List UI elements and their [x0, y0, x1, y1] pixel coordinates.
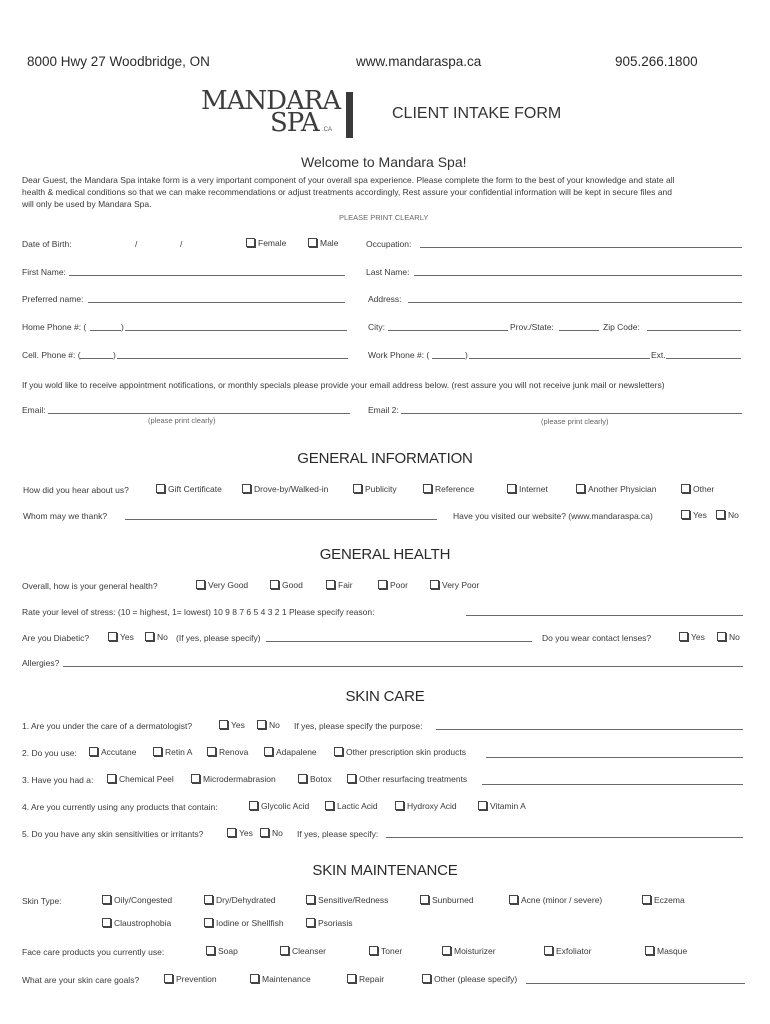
visited-no[interactable]: No	[716, 510, 739, 520]
work-phone-area-field[interactable]	[432, 358, 465, 359]
checkbox[interactable]	[260, 828, 269, 837]
goal-repair[interactable]: Repair	[347, 974, 384, 984]
home-phone-area-field[interactable]	[90, 330, 121, 331]
product-toner[interactable]: Toner	[369, 946, 402, 956]
general-information-heading: GENERAL INFORMATION	[297, 450, 473, 467]
hear-reference[interactable]: Reference	[423, 484, 474, 494]
q1-no[interactable]: No	[257, 720, 280, 730]
whom-thank-label: Whom may we thank?	[23, 511, 108, 521]
had-other-resurfacing[interactable]: Other resurfacing treatments	[347, 774, 467, 784]
zip-field[interactable]	[647, 330, 741, 331]
work-phone-label: Work Phone #: (	[368, 350, 430, 360]
q5-no[interactable]: No	[260, 828, 283, 838]
address-label: Address:	[368, 294, 402, 304]
intro-line-3: will only be used by Mandara Spa.	[22, 199, 152, 209]
checkbox[interactable]	[108, 632, 117, 641]
checkbox[interactable]	[280, 946, 289, 955]
hear-gift-certificate[interactable]: Gift Certificate	[156, 484, 222, 494]
had-botox[interactable]: Botox	[298, 774, 332, 784]
checkbox[interactable]	[326, 580, 335, 589]
checkbox[interactable]	[249, 801, 258, 810]
use-adapalene[interactable]: Adapalene	[264, 747, 317, 757]
logo-divider	[346, 92, 353, 138]
goal-maintenance[interactable]: Maintenance	[250, 974, 311, 984]
checkbox[interactable]	[681, 510, 690, 519]
dob-label: Date of Birth:	[22, 239, 72, 249]
type-iodine[interactable]: Iodine or Shellfish	[204, 918, 284, 928]
goals-label: What are your skin care goals?	[22, 975, 140, 985]
spa-website[interactable]: www.mandaraspa.ca	[356, 54, 482, 69]
skin-type-label: Skin Type:	[22, 896, 62, 906]
checkbox[interactable]	[89, 747, 98, 756]
checkbox[interactable]	[204, 895, 213, 904]
checkbox[interactable]	[257, 720, 266, 729]
health-fair[interactable]: Fair	[326, 580, 353, 590]
male-option[interactable]: Male	[308, 238, 338, 248]
face-products-label: Face care products you currently use:	[22, 947, 165, 957]
cell-phone-area-field[interactable]	[80, 358, 113, 359]
logo-line1: MANDARA	[201, 86, 341, 116]
checkbox[interactable]	[395, 801, 404, 810]
health-good[interactable]: Good	[270, 580, 303, 590]
q1-purpose-label: If yes, please specify the purpose:	[294, 721, 423, 731]
ext-label: Ext.	[651, 350, 666, 360]
checkbox[interactable]	[196, 580, 205, 589]
logo-line2: SPA	[270, 108, 319, 138]
q5-yes[interactable]: Yes	[227, 828, 253, 838]
checkbox[interactable]	[250, 974, 259, 983]
stress-label: Rate your level of stress: (10 = highest, 1= lowest) 10 9 8 7 6 5 4 3 2 1 Please specify reason:	[22, 607, 375, 617]
checkbox[interactable]	[191, 774, 200, 783]
checkbox[interactable]	[717, 632, 726, 641]
product-cleanser[interactable]: Cleanser	[280, 946, 326, 956]
checkbox[interactable]	[242, 484, 251, 493]
skin-care-heading: SKIN CARE	[345, 688, 425, 705]
hear-drove-by[interactable]: Drove-by/Walked-in	[242, 484, 328, 494]
logo-suffix: .CA	[322, 127, 333, 133]
first-name-field[interactable]	[69, 275, 345, 276]
checkbox[interactable]	[369, 946, 378, 955]
checkbox[interactable]	[145, 632, 154, 641]
contain-hydroxy[interactable]: Hydroxy Acid	[395, 801, 457, 811]
checkbox[interactable]	[679, 632, 688, 641]
diabetic-label: Are you Diabetic?	[22, 633, 90, 643]
checkbox[interactable]	[325, 801, 334, 810]
form-title: CLIENT INTAKE FORM	[392, 105, 562, 122]
prov-label: Prov./State:	[510, 322, 554, 332]
checkbox[interactable]	[156, 484, 165, 493]
checkbox[interactable]	[544, 946, 553, 955]
checkbox[interactable]	[576, 484, 585, 493]
checkbox[interactable]	[716, 510, 725, 519]
occupation-field[interactable]	[420, 247, 742, 248]
product-exfoliator[interactable]: Exfoliator	[544, 946, 591, 956]
goal-prevention[interactable]: Prevention	[164, 974, 217, 984]
email2-label: Email 2:	[368, 405, 399, 415]
last-name-field[interactable]	[414, 275, 742, 276]
last-name-label: Last Name:	[366, 267, 410, 277]
hear-other[interactable]: Other	[681, 484, 714, 494]
intro-line-1: Dear Guest, the Mandara Spa intake form is a very important component of your overall spa experience. Please complete the form to the best of your knowledge and state all	[22, 175, 675, 185]
spa-phone: 905.266.1800	[615, 54, 698, 69]
q1-yes[interactable]: Yes	[219, 720, 245, 730]
female-checkbox[interactable]	[246, 238, 255, 247]
diabetic-no[interactable]: No	[145, 632, 168, 642]
home-phone-field[interactable]	[125, 330, 347, 331]
print-clearly-note: PLEASE PRINT CLEARLY	[339, 213, 429, 222]
first-name-label: First Name:	[22, 267, 66, 277]
welcome-heading: Welcome to Mandara Spa!	[301, 154, 467, 170]
q2-other-field[interactable]	[486, 757, 743, 758]
checkbox[interactable]	[270, 580, 279, 589]
checkbox[interactable]	[153, 747, 162, 756]
address-field[interactable]	[408, 302, 742, 303]
checkbox[interactable]	[347, 974, 356, 983]
checkbox[interactable]	[227, 828, 236, 837]
checkbox[interactable]	[422, 974, 431, 983]
home-phone-label: Home Phone #: (	[22, 322, 87, 332]
checkbox[interactable]	[420, 895, 429, 904]
cell-phone-label: Cell. Phone #: (	[22, 350, 81, 360]
hear-another-physician[interactable]: Another Physician	[576, 484, 657, 494]
cell-phone-field[interactable]	[117, 358, 348, 359]
checkbox[interactable]	[347, 774, 356, 783]
use-retin-a[interactable]: Retin A	[153, 747, 192, 757]
type-eczema[interactable]: Eczema	[642, 895, 685, 905]
use-other-prescription[interactable]: Other prescription skin products	[334, 747, 466, 757]
checkbox[interactable]	[423, 484, 432, 493]
had-microdermabrasion[interactable]: Microdermabrasion	[191, 774, 276, 784]
work-phone-field[interactable]	[469, 358, 650, 359]
type-sunburned[interactable]: Sunburned	[420, 895, 474, 905]
q1-label: 1. Are you under the care of a dermatologist?	[22, 721, 193, 731]
whom-thank-field[interactable]	[125, 519, 437, 520]
checkbox[interactable]	[164, 974, 173, 983]
health-very-good[interactable]: Very Good	[196, 580, 248, 590]
ext-field[interactable]	[666, 358, 741, 359]
email-note: If you wold like to receive appointment notifications, or monthly specials please provide your email address below. (rest assure you will not receive junk mail or newsletters)	[22, 380, 665, 390]
diabetic-yes[interactable]: Yes	[108, 632, 134, 642]
allergies-label: Allergies?	[22, 658, 60, 668]
checkbox[interactable]	[207, 747, 216, 756]
prov-field[interactable]	[559, 330, 599, 331]
checkbox[interactable]	[306, 918, 315, 927]
checkbox[interactable]	[206, 946, 215, 955]
q2-label: 2. Do you use:	[22, 748, 77, 758]
checkbox[interactable]	[430, 580, 439, 589]
type-dry[interactable]: Dry/Dehydrated	[204, 895, 276, 905]
q5-specify-label: If yes, please specify:	[297, 829, 379, 839]
stress-reason-field[interactable]	[466, 615, 743, 616]
use-renova[interactable]: Renova	[207, 747, 248, 757]
checkbox[interactable]	[378, 580, 387, 589]
checkbox[interactable]	[306, 895, 315, 904]
contain-vitamin-a[interactable]: Vitamin A	[478, 801, 526, 811]
checkbox[interactable]	[107, 774, 116, 783]
checkbox[interactable]	[645, 946, 654, 955]
checkbox[interactable]	[478, 801, 487, 810]
goal-other[interactable]: Other (please specify)	[422, 974, 517, 984]
q5-specify-field[interactable]	[386, 837, 743, 838]
how-hear-label: How did you hear about us?	[23, 485, 129, 495]
diabetic-specify-field[interactable]	[266, 641, 532, 642]
use-accutane[interactable]: Accutane	[89, 747, 136, 757]
visited-website-label: Have you visited our website? (www.mandaraspa.ca)	[453, 511, 653, 521]
product-moisturizer[interactable]: Moisturizer	[442, 946, 496, 956]
contacts-no[interactable]: No	[717, 632, 740, 642]
visited-yes[interactable]: Yes	[681, 510, 707, 520]
type-acne[interactable]: Acne (minor / severe)	[509, 895, 602, 905]
checkbox[interactable]	[353, 484, 362, 493]
contain-glycolic[interactable]: Glycolic Acid	[249, 801, 309, 811]
checkbox[interactable]	[102, 918, 111, 927]
q3-other-field[interactable]	[482, 784, 743, 785]
contain-lactic[interactable]: Lactic Acid	[325, 801, 378, 811]
contacts-label: Do you wear contact lenses?	[542, 633, 652, 643]
health-very-poor[interactable]: Very Poor	[430, 580, 479, 590]
spa-address: 8000 Hwy 27 Woodbridge, ON	[27, 54, 210, 69]
product-masque[interactable]: Masque	[645, 946, 687, 956]
q5-label: 5. Do you have any skin sensitivities or irritants?	[22, 829, 204, 839]
cell-phone-paren: )	[113, 350, 116, 360]
city-label: City:	[368, 322, 385, 332]
type-psoriasis[interactable]: Psoriasis	[306, 918, 352, 928]
type-sensitive[interactable]: Sensitive/Redness	[306, 895, 388, 905]
checkbox[interactable]	[219, 720, 228, 729]
checkbox[interactable]	[102, 895, 111, 904]
checkbox[interactable]	[204, 918, 213, 927]
type-claustrophobia[interactable]: Claustrophobia	[102, 918, 171, 928]
allergies-field[interactable]	[63, 666, 743, 667]
diabetic-if-yes-label: (If yes, please specify)	[176, 633, 261, 643]
email-label: Email:	[22, 405, 46, 415]
email2-field[interactable]	[401, 413, 742, 414]
preferred-name-label: Preferred name:	[22, 294, 84, 304]
email2-print-note: (please print clearly)	[541, 417, 609, 426]
q3-label: 3. Have you had a:	[22, 775, 94, 785]
intro-line-2: health & medical conditions so that we can make recommendations or adjust treatments accordingly, Rest assure your confidential information will be kept in secure files and	[22, 187, 672, 197]
city-field[interactable]	[388, 330, 508, 331]
q1-purpose-field[interactable]	[436, 729, 743, 730]
hear-internet[interactable]: Internet	[507, 484, 548, 494]
checkbox[interactable]	[334, 747, 343, 756]
preferred-name-field[interactable]	[88, 302, 345, 303]
female-option[interactable]: Female	[246, 238, 286, 248]
general-health-heading: GENERAL HEALTH	[319, 546, 451, 563]
checkbox[interactable]	[509, 895, 518, 904]
skin-maintenance-heading: SKIN MAINTENANCE	[312, 862, 458, 879]
occupation-label: Occupation:	[366, 239, 412, 249]
zip-label: Zip Code:	[603, 322, 640, 332]
dob-slash-2: /	[180, 239, 183, 249]
home-phone-paren: )	[121, 322, 124, 332]
checkbox[interactable]	[681, 484, 690, 493]
dob-slash-1: /	[135, 239, 138, 249]
checkbox[interactable]	[442, 946, 451, 955]
contacts-yes[interactable]: Yes	[679, 632, 705, 642]
checkbox[interactable]	[298, 774, 307, 783]
checkbox[interactable]	[642, 895, 651, 904]
overall-health-label: Overall, how is your general health?	[22, 581, 158, 591]
had-chemical-peel[interactable]: Chemical Peel	[107, 774, 174, 784]
email-field[interactable]	[48, 413, 350, 414]
hear-publicity[interactable]: Publicity	[353, 484, 397, 494]
q4-label: 4. Are you currently using any products that contain:	[22, 802, 218, 812]
type-oily[interactable]: Oily/Congested	[102, 895, 172, 905]
email-print-note: (please print clearly)	[148, 416, 216, 425]
health-poor[interactable]: Poor	[378, 580, 408, 590]
product-soap[interactable]: Soap	[206, 946, 238, 956]
goal-other-field[interactable]	[526, 983, 745, 984]
work-phone-paren: )	[465, 350, 468, 360]
male-checkbox[interactable]	[308, 238, 317, 247]
checkbox[interactable]	[264, 747, 273, 756]
checkbox[interactable]	[507, 484, 516, 493]
